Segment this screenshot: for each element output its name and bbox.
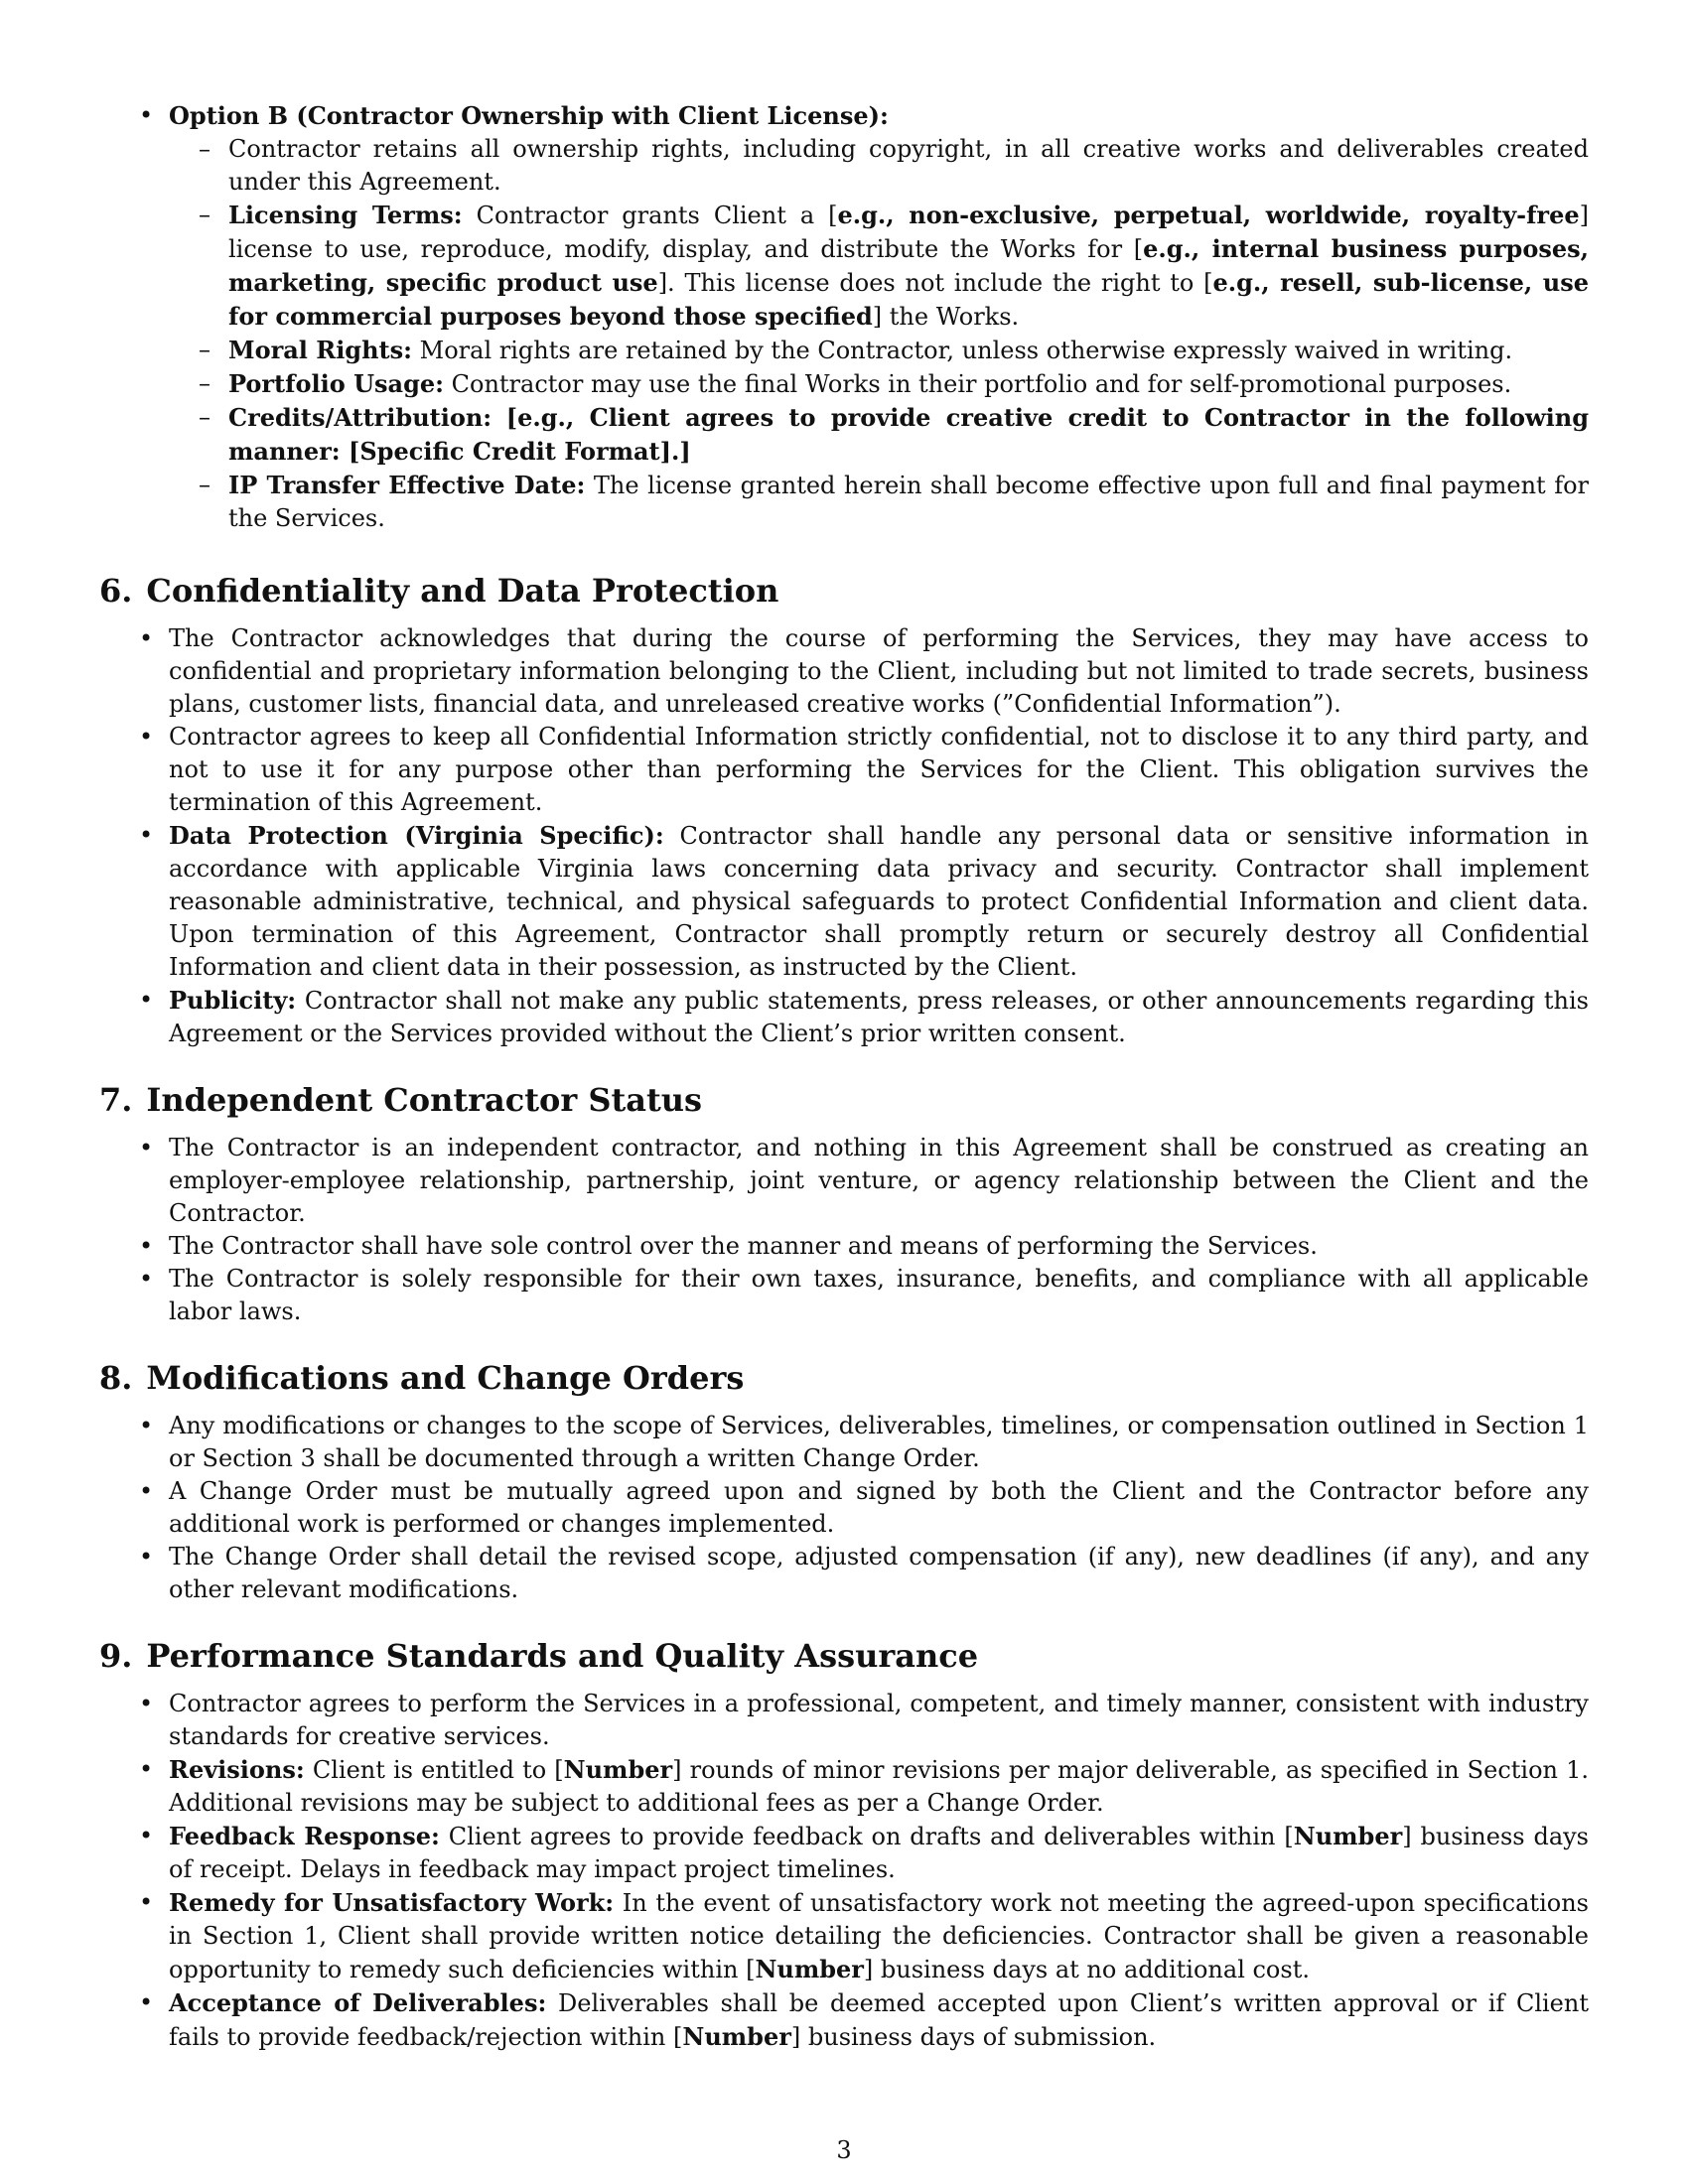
list-item <box>99 1986 1589 2054</box>
document-page <box>99 99 1589 2054</box>
list-item <box>99 469 1589 535</box>
list-item <box>99 721 1589 819</box>
item-text: The Contractor shall have sole control over the manner and means of performing the Services. <box>169 1232 1318 1260</box>
item-label: IP Transfer Effective Date: <box>228 471 586 499</box>
item-text: The Contractor acknowledges that during the course of performing the Services, they may have access to confidential and proprietary information belonging to the Client, including but not limited to trade secrets, business plans, customer lists, financial data, and unreleased creative works (”Confidential Information”). <box>169 624 1589 718</box>
item-text: Client is entitled to [ <box>312 1756 564 1784</box>
item-label: Portfolio Usage: <box>228 369 444 398</box>
section-title: Modifications and Change Orders <box>146 1359 745 1397</box>
section-number: 9. <box>99 1637 133 1675</box>
section-number: 6. <box>99 572 133 610</box>
item-placeholder: e.g., resell, sub-license, use for commercial purposes beyond those specified <box>228 268 1589 331</box>
section-title: Performance Standards and Quality Assurance <box>146 1637 979 1675</box>
option-b-sublist <box>169 133 1589 535</box>
item-text: ]. This license does not include the right to [ <box>657 269 1213 297</box>
item-label: Credits/Attribution: <box>228 403 492 432</box>
section-title: Confidentiality and Data Protection <box>146 572 779 610</box>
item-text: The license granted herein shall become effective upon full and final payment for the Services. <box>228 472 1589 532</box>
section-9-list <box>99 1688 1589 2054</box>
item-text: ] business days of submission. <box>790 2023 1157 2051</box>
list-item <box>99 1541 1589 1606</box>
item-text: ] the Works. <box>872 303 1020 331</box>
item-text: [e.g., Client agrees to provide creative credit to Contractor in the following manner: [Specific Credit Format].] <box>228 403 1589 466</box>
list-item <box>99 984 1589 1050</box>
list-item <box>99 1230 1589 1263</box>
list-item <box>99 1475 1589 1541</box>
item-text: Contractor agrees to keep all Confidential Information strictly confidential, not to disclose it to any third party, and not to use it for any purpose other than performing the Services for the Client. This obligation survives the termination of this Agreement. <box>169 723 1589 816</box>
section-6-list <box>99 622 1589 1050</box>
section-8-list <box>99 1410 1589 1606</box>
section-number: 8. <box>99 1359 133 1397</box>
list-item <box>99 622 1589 721</box>
item-text: The Change Order shall detail the revised scope, adjusted compensation (if any), new deadlines (if any), and any other relevant modifications. <box>169 1543 1589 1603</box>
section-heading <box>99 1080 1589 1120</box>
item-label: Revisions: <box>169 1755 305 1784</box>
section-heading <box>99 571 1589 611</box>
item-text: Any modifications or changes to the scope of Services, deliverables, timelines, or compensation outlined in Section 1 or Section 3 shall be documented through a written Change Order. <box>169 1412 1589 1472</box>
item-text: The Contractor is solely responsible for their own taxes, insurance, benefits, and compliance with all applicable labor laws. <box>169 1265 1589 1325</box>
item-text: ] business days at no additional cost. <box>863 1956 1310 1983</box>
item-text: In the event of unsatisfactory work not meeting the agreed-upon specifications in Section 1, Client shall provide written notice detailing the deficiencies. Contractor shall be given a reasonable opportunity to remedy such deficiencies within [ <box>169 1889 1589 1983</box>
item-placeholder: e.g., internal business purposes, marketing, specific product use <box>228 234 1589 297</box>
list-item <box>99 1820 1589 1886</box>
section-7-list <box>99 1132 1589 1328</box>
item-label: Remedy for Unsatisfactory Work: <box>169 1888 615 1917</box>
item-placeholder: e.g., non-exclusive, perpetual, worldwide, royalty-free <box>837 201 1580 229</box>
list-item <box>99 133 1589 199</box>
list-item <box>99 1886 1589 1986</box>
item-text: ] rounds of minor revisions per major deliverable, as specified in Section 1. Additional revisions may be subject to additional fees as per a Change Order. <box>169 1756 1589 1817</box>
item-placeholder: Number <box>755 1955 864 1983</box>
list-item <box>99 199 1589 334</box>
item-placeholder: Number <box>563 1755 673 1784</box>
item-text: Client agrees to provide feedback on drafts and deliverables within [ <box>448 1823 1294 1850</box>
item-text: ] license to use, reproduce, modify, display, and distribute the Works for [ <box>228 202 1589 263</box>
item-label: Acceptance of Deliverables: <box>169 1988 547 2017</box>
item-text: Contractor shall handle any personal data or sensitive information in accordance with applicable Virginia laws concerning data privacy and security. Contractor shall implement reasonable administrative, technical, and physical safeguards to protect Confidential Information and client data. Upon termination of this Agreement, Contractor shall promptly return or securely destroy all Confidential Information and client data in their possession, as instructed by the Client. <box>169 822 1589 981</box>
item-text: Moral rights are retained by the Contractor, unless otherwise expressly waived in writing. <box>419 337 1513 364</box>
list-item <box>99 819 1589 984</box>
item-placeholder: Number <box>1293 1822 1403 1850</box>
item-text: The Contractor is an independent contractor, and nothing in this Agreement shall be construed as creating an employer-employee relationship, partnership, joint venture, or agency relationship between the Client and the Contractor. <box>169 1134 1589 1227</box>
list-item <box>99 1132 1589 1230</box>
item-label: Data Protection (Virginia Specific): <box>169 821 664 850</box>
list-item <box>99 1753 1589 1820</box>
list-item <box>99 367 1589 401</box>
section-number: 7. <box>99 1081 133 1119</box>
item-text: A Change Order must be mutually agreed upon and signed by both the Client and the Contractor before any additional work is performed or changes implemented. <box>169 1477 1589 1538</box>
section-heading <box>99 1636 1589 1676</box>
list-item <box>99 1263 1589 1328</box>
item-placeholder: Number <box>682 2022 791 2051</box>
option-b-item <box>99 99 1589 535</box>
option-b-list <box>99 99 1589 535</box>
item-label: Feedback Response: <box>169 1822 440 1850</box>
item-text: Contractor shall not make any public statements, press releases, or other announcements regarding this Agreement or the Services provided without the Client’s prior written consent. <box>169 987 1589 1047</box>
item-text: Contractor grants Client a [ <box>476 202 838 229</box>
list-item <box>99 334 1589 367</box>
item-text: ] business days of receipt. Delays in feedback may impact project timelines. <box>169 1823 1590 1883</box>
option-b-title: Option B (Contractor Ownership with Client License): <box>169 101 889 130</box>
list-item <box>99 1410 1589 1475</box>
section-heading <box>99 1358 1589 1398</box>
item-label: Licensing Terms: <box>228 201 463 229</box>
page-number: 3 <box>836 2136 852 2164</box>
item-text: Deliverables shall be deemed accepted upon Client’s written approval or if Client fails to provide feedback/rejection within [ <box>169 1989 1589 2051</box>
item-text: Contractor retains all ownership rights, including copyright, in all creative works and deliverables created under this Agreement. <box>228 135 1589 196</box>
item-label: Moral Rights: <box>228 336 412 364</box>
item-text: Contractor agrees to perform the Services in a professional, competent, and timely manner, consistent with industry standards for creative services. <box>169 1690 1589 1750</box>
section-title: Independent Contractor Status <box>146 1081 703 1119</box>
list-item <box>99 1688 1589 1753</box>
item-label: Publicity: <box>169 986 297 1015</box>
item-text: Contractor may use the final Works in their portfolio and for self-promotional purposes. <box>451 370 1512 398</box>
list-item <box>99 401 1589 469</box>
